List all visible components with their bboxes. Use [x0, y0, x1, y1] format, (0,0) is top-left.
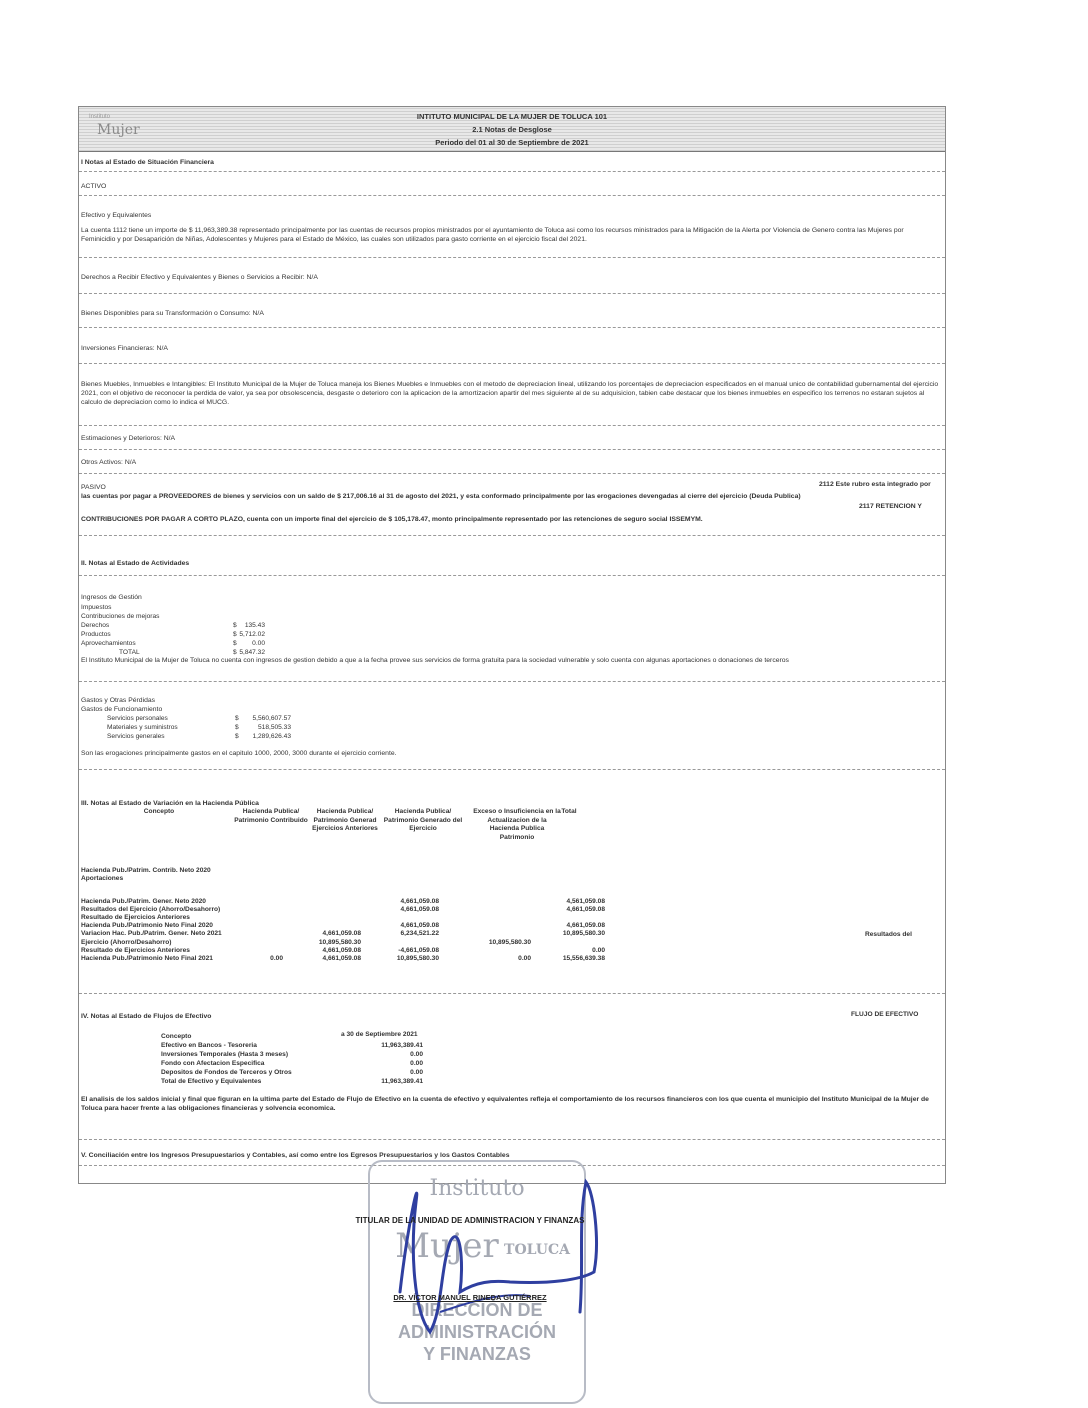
hacienda-row-label: Resultado de Ejercicios Anteriores — [81, 914, 190, 921]
col-header-anteriores: Hacienda Publica/ Patrimonio Generad Ejercicios Anteriores — [312, 808, 378, 832]
col-header-ejercicio: Hacienda Publica/ Patrimonio Generado del Ejercicio — [383, 808, 463, 832]
col-header-total: Total — [561, 808, 577, 815]
gastos-row-currency: $ — [235, 724, 239, 731]
gastos-subtitle: Gastos de Funcionamiento — [81, 706, 163, 713]
hacienda-cell: 10,895,580.30 — [562, 930, 605, 938]
hacienda-cell: 4,661,059.08 — [400, 905, 439, 913]
divider — [79, 993, 945, 994]
hacienda-cell: 0.00 — [518, 955, 531, 962]
divider — [79, 1139, 945, 1140]
ingresos-row-label: Derechos — [81, 622, 110, 629]
divider — [79, 575, 945, 576]
hacienda-row-label: Aportaciones — [81, 875, 124, 883]
flujo-row-label: Inversiones Temporales (Hasta 3 meses) — [161, 1051, 289, 1058]
activo-heading: ACTIVO — [81, 183, 107, 190]
gastos-row-label: Servicios personales — [107, 715, 168, 722]
divider — [79, 449, 945, 450]
ingresos-row-amount: 5,712.02 — [239, 631, 265, 638]
hacienda-row-label: Hacienda Pub./Patrim. Contrib. Neto 2020 — [81, 867, 211, 874]
hacienda-cell: 15,556,639.38 — [562, 955, 605, 962]
hacienda-row-label: Variacion Hac. Pub./Patrim. Gener. Neto 2021 — [81, 930, 222, 938]
ingresos-row-amount: 0.00 — [252, 640, 265, 647]
ingresos-row-currency: $ — [233, 622, 237, 629]
hacienda-row-label: Resultados del Ejercicio (Ahorro/Desahorro) — [81, 905, 221, 913]
flujo-row-label: Depositos de Fondos de Terceros y Otros — [161, 1069, 292, 1076]
resultados-del-note: Resultados del — [865, 931, 912, 938]
gastos-row-label: Servicios generales — [107, 733, 165, 740]
bienes-muebles-text: Bienes Muebles, Inmuebles e Intangibles: El Instituto Municipal de la Mujer de Toluca maneja los Bienes Muebles e Inmuebles con el metodo de depreciacion lineal, utilizando los porcentajes de depreciacion especificados en el manual unico de contabilidad gubernamental del ejercicio 2021, con el objetivo de reconocer la perdida de valor, ya sea por obsolescencia, desgaste o deterioro con la aplicacion de la amortizacion apartir del mes siguiente al de su adquisicion, tabien cabe destacar que los bienes inmuebles en especifico los terrenos no estaran sujetos al calculo de depreciacion como lo indica el MUCG. — [81, 381, 939, 406]
section-2-title: II. Notas al Estado de Actividades — [81, 560, 190, 567]
flujo-date-header: a 30 de Septiembre 2021 — [341, 1031, 418, 1038]
gastos-row-currency: $ — [235, 715, 239, 722]
hacienda-cell: 4,661,059.08 — [322, 955, 361, 962]
gastos-title: Gastos y Otras Pérdidas — [81, 697, 156, 704]
hacienda-cell: 4,661,059.08 — [566, 922, 605, 930]
col-header-exceso: Exceso o Insuficiencia en la Actualizacion de la Hacienda Publica Patrimonio — [473, 808, 561, 841]
divider — [79, 363, 945, 364]
hacienda-cell: 10,895,580.30 — [396, 955, 439, 962]
stamp-line-6: Y FINANZAS — [423, 1344, 531, 1364]
period-label: Periodo del 01 al 30 de Septiembre de 2021 — [435, 138, 589, 147]
flujo-row-amount: 0.00 — [410, 1051, 423, 1058]
hacienda-row-label: Hacienda Pub./Patrim. Gener. Neto 2020 — [81, 897, 206, 905]
efectivo-text: La cuenta 1112 tiene un importe de $ 11,963,389.38 representado principalmente por las cuentas de recursos propios ministrados por el ayuntamiento de Toluca asi como los recursos ministrados para la Mitigación de la Alerta por Violencia de Genero contra las Mujeres por Feminicidio y por Desaparición de Niñas, Adolescentes y Mujeres para el Estado de México, las cuales son utilizados para gasto corriente en el ejercicio fiscal del 2021. — [81, 227, 904, 243]
institute-name: INTITUTO MUNICIPAL DE LA MUJER DE TOLUCA 101 — [416, 112, 608, 121]
gastos-row-label: Materiales y suministros — [107, 724, 178, 731]
divider — [79, 257, 945, 258]
ingresos-row-label: Aprovechamientos — [81, 640, 136, 647]
ingresos-row-label: Contribuciones de mejoras — [81, 613, 160, 620]
flujo-note: El analisis de los saldos inicial y final que figuran en la ultima parte del Estado de Flujo de Efectivo en la cuenta de efectivo y equivalentes refleja el comportamiento de los recursos financieros con los que cuenta el municipio del Instituto Municipal de la Mujer de Toluca para hacer frente a las obligaciones financieras y solvencia economica. — [81, 1096, 929, 1112]
hacienda-cell: 0.00 — [270, 955, 283, 962]
divider — [79, 769, 945, 770]
flujo-row-label: Total de Efectivo y Equivalentes — [161, 1078, 262, 1085]
hacienda-cell: -4,661,059.08 — [398, 946, 439, 954]
ingresos-row-label: TOTAL — [119, 649, 140, 656]
divider — [79, 535, 945, 536]
ingresos-row-label: Impuestos — [81, 604, 112, 611]
signatory-name: DR. VÍCTOR MANUEL RINEDA GUTIÉRREZ — [393, 1293, 547, 1302]
otros-activos-text: Otros Activos: N/A — [81, 459, 137, 466]
flujo-row-amount: 0.00 — [410, 1060, 423, 1067]
ingresos-title: Ingresos de Gestión — [81, 594, 142, 601]
ingresos-note: El Instituto Municipal de la Mujer de Toluca no cuenta con ingresos de gestion debido a que a la fecha provee sus servicios de forma gratuita para la sociedad vulnerable y solo cuenta con algunas aportaciones o donaciones de terceros — [81, 657, 789, 664]
ingresos-row-currency: $ — [233, 640, 237, 647]
hacienda-cell: 4,661,059.08 — [322, 946, 361, 954]
hacienda-cell: 10,895,580.30 — [318, 938, 361, 946]
gastos-note: Son las erogaciones principalmente gastos en el capitulo 1000, 2000, 3000 durante el ejercicio corriente. — [81, 750, 397, 757]
pasivo-right-note-1: 2112 Este rubro esta integrado por — [819, 481, 931, 488]
divider — [79, 473, 945, 474]
hacienda-cell: 6,234,521.22 — [400, 930, 439, 938]
divider — [79, 425, 945, 426]
signatory-title: TITULAR DE LA UNIDAD DE ADMINISTRACION Y FINANZAS — [355, 1216, 585, 1225]
inversiones-text: Inversiones Financieras: N/A — [81, 345, 168, 352]
section-3-title: III. Notas al Estado de Variación en la Hacienda Pública — [81, 800, 259, 807]
gastos-row-amount: 1,289,626.43 — [252, 733, 291, 740]
pasivo-heading: PASIVO — [81, 484, 106, 491]
hacienda-cell: 4,661,059.08 — [322, 930, 361, 938]
hacienda-row-label: Hacienda Pub./Patrimonio Neto Final 2020 — [81, 922, 213, 930]
divider — [79, 327, 945, 328]
gastos-row-amount: 5,560,607.57 — [252, 715, 291, 722]
ingresos-row-amount: 135.43 — [244, 622, 265, 629]
flujo-concepto-header: Concepto — [161, 1033, 192, 1040]
hacienda-cell: 10,895,580.30 — [488, 938, 531, 946]
col-header-contribuido: Hacienda Publica/ Patrimonio Contribuido — [234, 808, 308, 824]
flujo-row-label: Fondo con Afectacion Especifica — [161, 1060, 265, 1067]
ingresos-row-currency: $ — [233, 649, 237, 656]
hacienda-cell: 4,561,059.08 — [566, 897, 605, 905]
flujo-row-amount: 0.00 — [410, 1069, 423, 1076]
stamp-line-5: ADMINISTRACIÓN — [398, 1322, 556, 1342]
hacienda-cell: 4,661,059.08 — [400, 922, 439, 930]
document-page — [78, 106, 946, 1184]
flujo-efectivo-label: FLUJO DE EFECTIVO — [851, 1011, 919, 1018]
gastos-row-amount: 518,505.33 — [257, 724, 291, 731]
hacienda-row-label: Resultado de Ejercicios Anteriores — [81, 946, 190, 954]
handwritten-signature — [380, 1162, 620, 1362]
flujo-row-amount: 11,963,389.41 — [381, 1078, 423, 1085]
divider — [79, 293, 945, 294]
gastos-row-currency: $ — [235, 733, 239, 740]
section-4-title: IV. Notas al Estado de Flujos de Efectivo — [81, 1013, 212, 1020]
flujo-row-label: Efectivo en Bancos - Tesoreria — [161, 1042, 257, 1049]
hacienda-cell: 0.00 — [592, 946, 605, 954]
hacienda-cell: 4,661,059.08 — [400, 897, 439, 905]
document-header — [79, 107, 945, 152]
hacienda-cell: 4,661,059.08 — [566, 905, 605, 913]
ingresos-row-currency: $ — [233, 631, 237, 638]
pasivo-text-2: CONTRIBUCIONES POR PAGAR A CORTO PLAZO, cuenta con un importe final del ejercicio de $ 105,178.47, monto principalmente representado por las retenciones de seguro social ISSEMYM. — [81, 516, 703, 523]
stamp-line-3: TOLUCA — [504, 1242, 570, 1258]
logo-small-text: Instituto — [89, 114, 111, 120]
pasivo-text-1: las cuentas por pagar a PROVEEDORES de bienes y servicios con un saldo de $ 217,006.16 al 31 de agosto del 2021, y esta conformado principalmente por las erogaciones devengadas al cierre del ejercicio (Deuda Publica) — [81, 493, 801, 500]
bienes-disponibles-text: Bienes Disponibles para su Transformación o Consumo: N/A — [81, 310, 264, 317]
pasivo-right-note-2: 2117 RETENCION Y — [859, 503, 922, 510]
hacienda-row-label: Ejercicio (Ahorro/Desahorro) — [81, 938, 172, 946]
ingresos-row-amount: 5,847.32 — [239, 649, 265, 656]
stamp-line-4: DIRECCIÓN DE — [411, 1300, 543, 1320]
efectivo-title: Efectivo y Equivalentes — [81, 212, 152, 219]
section-5-title: V. Conciliación entre los Ingresos Presupuestarios y Contables, así como entre los Egresos Presupuestarios y los Gastos Contables — [81, 1152, 510, 1159]
col-header-concepto: Concepto — [143, 808, 175, 815]
ingresos-row-label: Productos — [81, 631, 111, 638]
logo-text: Mujer — [97, 122, 140, 138]
document-subtitle: 2.1 Notas de Desglose — [472, 125, 552, 134]
stamp-line-1: Instituto — [429, 1176, 525, 1201]
flujo-row-amount: 11,963,389.41 — [381, 1042, 423, 1049]
divider — [79, 195, 945, 196]
stamp-line-2: Mujer — [395, 1226, 499, 1266]
estimaciones-text: Estimaciones y Deterioros: N/A — [81, 435, 176, 442]
divider — [79, 681, 945, 682]
derechos-text: Derechos a Recibir Efectivo y Equivalentes y Bienes o Servicios a Recibir: N/A — [81, 274, 318, 281]
hacienda-row-label: Hacienda Pub./Patrimonio Neto Final 2021 — [81, 955, 213, 962]
section-1-title: I Notas al Estado de Situación Financiera — [81, 159, 214, 166]
divider — [79, 171, 945, 172]
